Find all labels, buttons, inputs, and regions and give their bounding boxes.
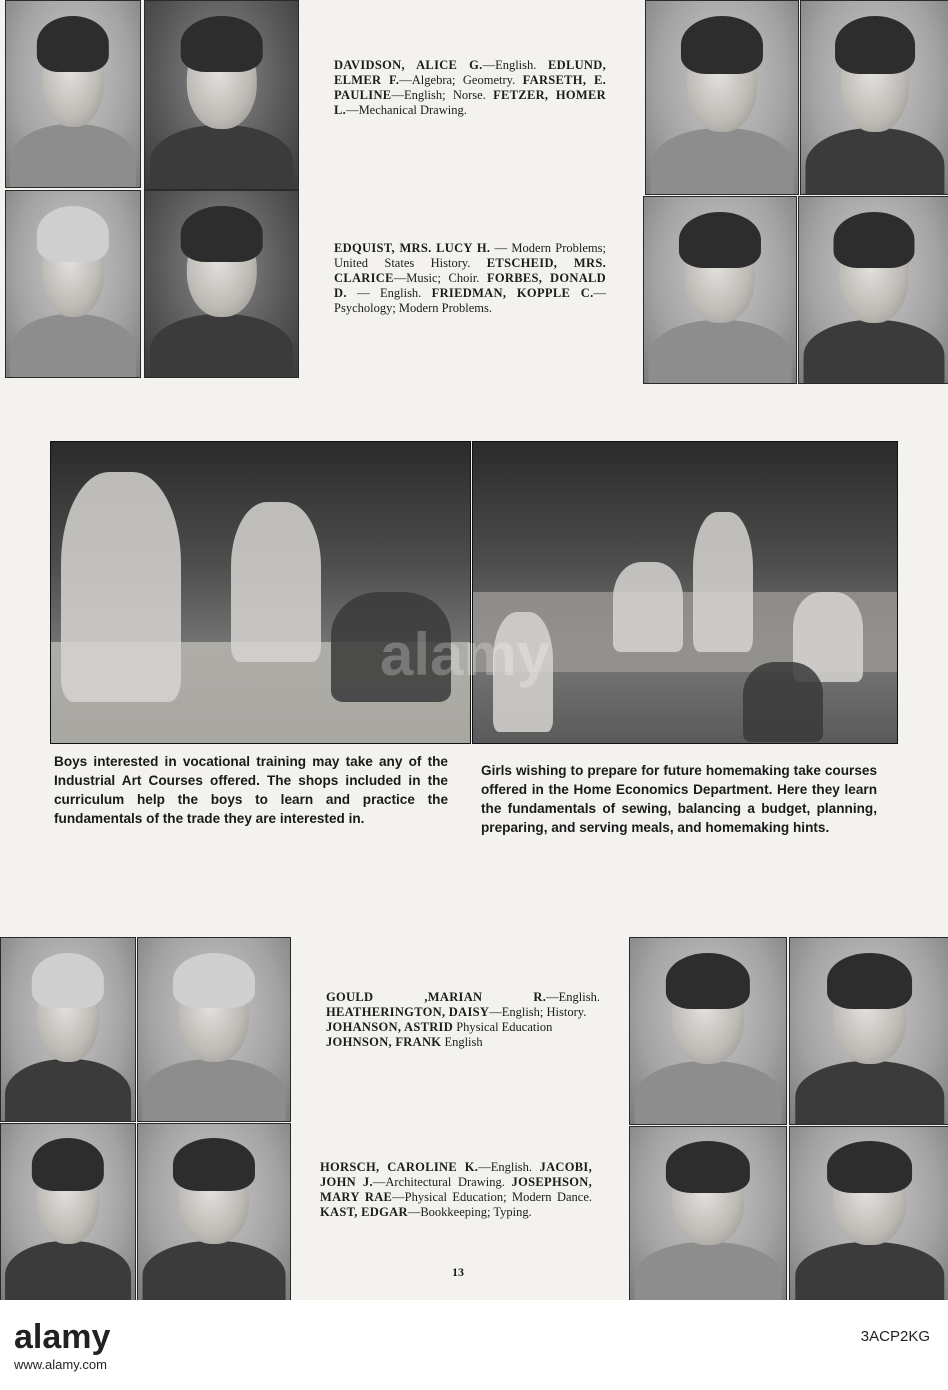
portrait-friedman	[798, 196, 948, 384]
industrial-arts-shop-photo	[50, 441, 471, 744]
portrait-etscheid	[144, 190, 299, 378]
portrait-edlund	[144, 0, 299, 190]
watermark-footer	[0, 1300, 948, 1390]
faculty-entry: FRIEDMAN, KOPPLE C.—Psychology; Modern Problems.	[334, 286, 606, 315]
faculty-names-block-1	[334, 58, 606, 118]
faculty-names-block-3	[326, 990, 600, 1050]
faculty-entry: JOHANSON, ASTRID Physical Education	[326, 1020, 553, 1034]
faculty-entry: FORBES, DONALD D. — English.	[334, 271, 606, 300]
girls-caption: Girls wishing to prepare for future homemaking take courses offered in the Home Economics Department. Here they learn the fundamentals of sewing, balancing a budget, planning, preparing, and serving meals, and homemaking hints.	[481, 763, 877, 835]
portrait-edquist	[5, 190, 141, 378]
alamy-logo: alamy	[14, 1318, 111, 1356]
image-id: 3ACP2KG	[860, 1328, 930, 1345]
faculty-entry: EDLUND, ELMER F.—Algebra; Geometry.	[334, 58, 607, 87]
faculty-entry: FARSETH, E. PAULINE—English; Norse.	[334, 73, 607, 102]
portrait-heatherington	[137, 937, 291, 1122]
faculty-entry: HEATHERINGTON, DAISY—English; History.	[326, 1005, 587, 1019]
portrait-farseth	[645, 0, 799, 195]
faculty-entry: JOHNSON, FRANK English	[326, 1035, 483, 1049]
portrait-josephson	[629, 937, 787, 1125]
portrait-fetzer	[800, 0, 948, 195]
faculty-entry: KAST, EDGAR—Bookkeeping; Typing.	[320, 1205, 532, 1219]
portrait-johnson	[789, 937, 948, 1125]
portrait-davidson	[5, 0, 141, 188]
faculty-entry: DAVIDSON, ALICE G.—English.	[334, 58, 537, 72]
faculty-entry: JOSEPHSON, MARY RAE—Physical Education; Modern Dance.	[320, 1175, 592, 1204]
portrait-kast	[789, 1126, 948, 1300]
faculty-entry: HORSCH, CAROLINE K.—English.	[320, 1160, 533, 1174]
portrait-forbes	[643, 196, 797, 384]
portrait-gould	[0, 937, 136, 1122]
alamy-url: www.alamy.com	[14, 1357, 107, 1372]
home-economics-class-photo	[472, 441, 898, 744]
faculty-entry: FETZER, HOMER L.—Mechanical Drawing.	[334, 88, 606, 117]
boys-caption: Boys interested in vocational training may take any of the Industrial Art Courses offered. The shops included in the curriculum help the boys to learn and practice the fundamentals of the trade they are interested in.	[54, 754, 448, 826]
faculty-names-block-4	[320, 1160, 592, 1220]
watermark-overlay: alamy	[380, 621, 551, 688]
faculty-entry: ETSCHEID, MRS. CLARICE—Music; Choir.	[334, 256, 606, 285]
page-number: 13	[452, 1265, 464, 1279]
portrait-jacobi	[137, 1123, 291, 1300]
faculty-names-block-2	[334, 241, 606, 316]
portrait-horsch	[0, 1123, 136, 1300]
faculty-entry: EDQUIST, MRS. LUCY H. — Modern Problems; United States History.	[334, 241, 606, 270]
portrait-johanson	[629, 1126, 787, 1300]
faculty-entry: GOULD ,MARIAN R.—English.	[326, 990, 600, 1004]
faculty-entry: JACOBI, JOHN J.—Architectural Drawing.	[320, 1160, 593, 1189]
